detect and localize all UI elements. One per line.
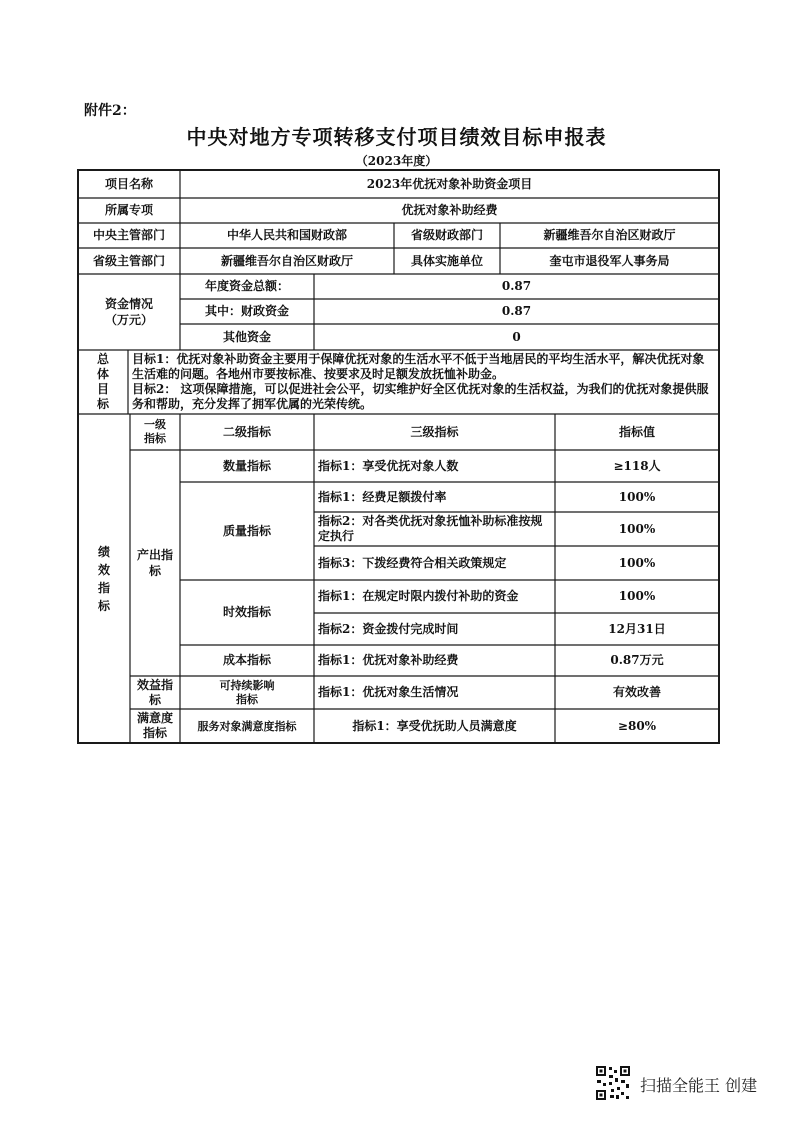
- prov-finance-label: 省级财政部门: [410, 228, 483, 242]
- header-level2: 二级指标: [222, 424, 271, 439]
- funds-fiscal-value: 0.87: [501, 304, 532, 318]
- prov-dept-value: 新疆维吾尔自治区财政厅: [220, 253, 353, 268]
- header-level3: 三级指标: [410, 424, 459, 439]
- indicator-row-text: 指标2：资金拨付完成时间: [318, 621, 459, 636]
- prov-dept-label: 省级主管部门: [92, 253, 165, 268]
- indicator-row-text: 指标1：经费足额拨付率: [318, 489, 447, 504]
- indicator-row-value: ≥118人: [613, 458, 661, 473]
- central-dept-value: 中华人民共和国财政部: [226, 228, 347, 242]
- timeliness-indicator-label: 时效指标: [222, 605, 271, 619]
- indicators-label: 绩 效 指 标: [97, 544, 110, 613]
- indicator-row-value: 有效改善: [612, 685, 661, 699]
- page-title: 中央对地方专项转移支付项目绩效目标申报表: [186, 125, 607, 149]
- scanner-brand-text: 扫描全能王 创建: [640, 1076, 758, 1095]
- quantity-indicator-label: 数量指标: [222, 458, 271, 473]
- goals-label: 总 体 目 标: [96, 352, 109, 411]
- indicator-row-text: 指标1：优抚对象补助经费: [318, 653, 459, 667]
- goal-2: 目标2： 这项保障措施，可以促进社会公平，切实维护好全区优抚对象的生活权益，为我们的优抚对象提供服务和帮助，充分发挥了拥军优属的光荣传统。: [132, 382, 709, 411]
- indicator-row-value: 12月31日: [608, 621, 666, 636]
- project-name-label: 项目名称: [104, 176, 153, 191]
- indicator-row-text: 指标1：享受优抚助人员满意度: [352, 718, 517, 733]
- impl-unit-value: 奎屯市退役军人事务局: [549, 253, 670, 268]
- prov-finance-value: 新疆维吾尔自治区财政厅: [543, 228, 676, 242]
- indicator-row-text: 指标1：享受优抚对象人数: [318, 458, 459, 473]
- attachment-label: 附件2：: [84, 103, 136, 119]
- project-name-value: 2023年优抚对象补助资金项目: [366, 176, 533, 191]
- funds-total-value: 0.87: [501, 279, 532, 293]
- benefit-indicator-label: 效益指 标: [136, 677, 173, 707]
- indicator-row-value: ≥80%: [617, 718, 657, 733]
- indicator-row-value: 0.87万元: [610, 653, 664, 667]
- impl-unit-label: 具体实施单位: [410, 253, 483, 268]
- service-satisfaction-label: 服务对象满意度指标: [197, 719, 297, 733]
- special-label: 所属专项: [104, 203, 153, 217]
- quality-indicator-label: 质量指标: [222, 523, 271, 538]
- funds-label-line1: 资金情况: [104, 297, 153, 311]
- satisfaction-indicator-label: 满意度 指标: [136, 711, 173, 740]
- indicator-row-text: 指标1：在规定时限内拨付补助的资金: [318, 589, 519, 603]
- qr-code-icon: [595, 1065, 631, 1101]
- goals-text: [128, 350, 719, 414]
- header-value: 指标值: [618, 424, 655, 439]
- output-indicator-label: 产出指 标: [136, 548, 173, 578]
- indicator-row-value: 100%: [618, 589, 656, 603]
- funds-fiscal-label: 其中：财政资金: [204, 304, 289, 318]
- year-subtitle: （2023年度）: [355, 154, 438, 168]
- funds-total-label: 年度资金总额：: [204, 279, 289, 293]
- indicator-row-text: 指标3：下拨经费符合相关政策规定: [318, 555, 507, 570]
- cost-indicator-label: 成本指标: [222, 653, 271, 667]
- indicator-row-value: 100%: [618, 521, 656, 536]
- sustain-indicator-label: 可持续影响 指标: [219, 678, 275, 706]
- indicator-row-text: 指标1：优抚对象生活情况: [318, 685, 459, 699]
- funds-label-line2: （万元）: [104, 313, 153, 327]
- header-level1: 一级 指标: [144, 418, 166, 445]
- indicator-row-value: 100%: [618, 489, 656, 504]
- funds-other-value: 0: [512, 329, 521, 344]
- special-value: 优抚对象补助经费: [401, 203, 498, 217]
- central-dept-label: 中央主管部门: [92, 228, 165, 242]
- goal-1: 目标1：优抚对象补助资金主要用于保障优抚对象的生活水平不低于当地居民的平均生活水平，解决优抚对象生活难的问题。各地州市要按标准、按要求及时足额发放抚恤补助金。: [132, 352, 705, 381]
- indicator-row-text: 指标2：对各类优抚对象抚恤补助标准按规定执行: [318, 514, 543, 543]
- indicator-row-value: 100%: [618, 555, 656, 570]
- funds-other-label: 其他资金: [222, 329, 271, 344]
- funds-label: [78, 274, 180, 350]
